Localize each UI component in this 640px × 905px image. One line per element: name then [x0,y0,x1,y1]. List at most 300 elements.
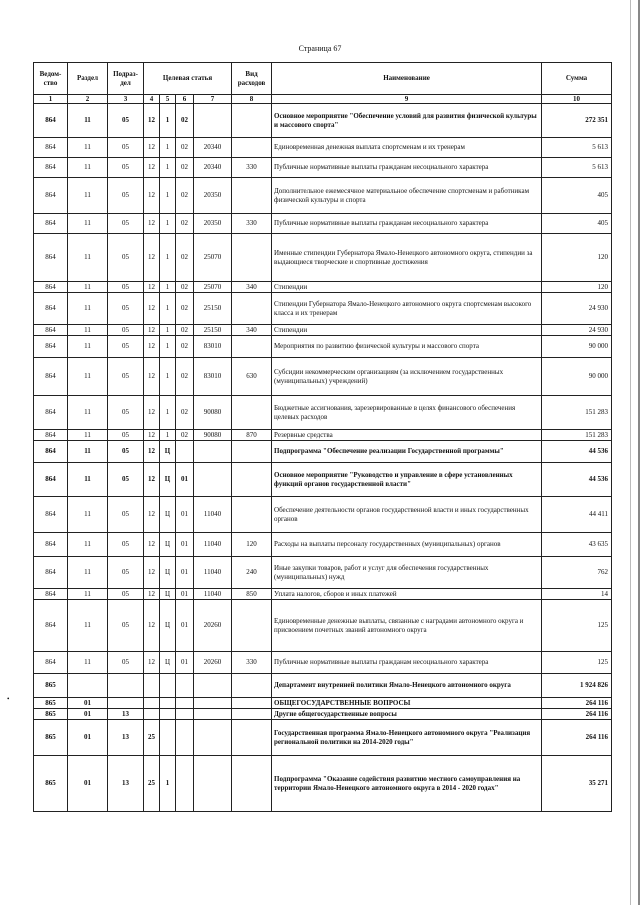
tselevaya-1-cell [144,709,160,720]
summa-cell: 120 [542,234,612,282]
tselevaya-2-cell: 1 [160,104,176,138]
summa-cell: 151 283 [542,430,612,441]
vedomstvo-cell: 865 [34,756,68,812]
naimenovanie-cell: Расходы на выплаты персоналу государственных (муниципальных) органов [272,533,542,557]
table-row [34,358,612,396]
col-num: 7 [194,95,232,104]
tselevaya-1-cell: 12 [144,652,160,674]
vedomstvo-cell: 865 [34,698,68,709]
summa-cell: 125 [542,652,612,674]
razdel-cell: 11 [68,234,108,282]
podrazdel-cell: 05 [108,158,144,178]
razdel-cell: 11 [68,557,108,589]
table-row [34,234,612,282]
table-row [34,336,612,358]
summa-cell: 264 116 [542,709,612,720]
table-row [34,652,612,674]
tselevaya-1-cell: 12 [144,358,160,396]
razdel-cell: 11 [68,652,108,674]
razdel-cell: 11 [68,441,108,463]
tselevaya-3-cell: 02 [176,336,194,358]
tselevaya-1-cell: 12 [144,214,160,234]
tselevaya-4-cell [194,756,232,812]
razdel-cell: 11 [68,497,108,533]
tselevaya-3-cell: 02 [176,282,194,293]
tselevaya-3-cell: 01 [176,600,194,652]
tselevaya-3-cell [176,441,194,463]
podrazdel-cell [108,698,144,709]
razdel-cell: 11 [68,104,108,138]
tselevaya-1-cell: 12 [144,325,160,336]
podrazdel-cell: 05 [108,557,144,589]
tselevaya-4-cell: 11040 [194,533,232,557]
podrazdel-cell: 05 [108,358,144,396]
tselevaya-2-cell: 1 [160,358,176,396]
tselevaya-1-cell: 12 [144,336,160,358]
razdel-cell: 11 [68,293,108,325]
header-summa: Сумма [542,63,612,95]
vid-raskhodov-cell [232,396,272,430]
table-row [34,756,612,812]
naimenovanie-cell: Стипендии [272,282,542,293]
vedomstvo-cell: 864 [34,325,68,336]
summa-cell: 264 116 [542,698,612,709]
scan-edge-line [630,0,631,905]
vedomstvo-cell: 865 [34,709,68,720]
podrazdel-cell: 05 [108,178,144,214]
table-row [34,709,612,720]
tselevaya-4-cell: 11040 [194,557,232,589]
vid-raskhodov-cell [232,234,272,282]
tselevaya-3-cell: 02 [176,234,194,282]
tselevaya-2-cell: 1 [160,293,176,325]
razdel-cell: 11 [68,533,108,557]
naimenovanie-cell: Дополнительное ежемесячное материальное обеспечение спортсменам и работникам физической культуры и спорта [272,178,542,214]
tselevaya-3-cell: 02 [176,358,194,396]
naimenovanie-cell: Подпрограмма "Обеспечение реализации Государственной программы" [272,441,542,463]
tselevaya-3-cell [176,720,194,756]
tselevaya-4-cell: 25150 [194,325,232,336]
tselevaya-2-cell: 1 [160,214,176,234]
summa-cell: 5 613 [542,158,612,178]
tselevaya-1-cell: 12 [144,441,160,463]
razdel-cell: 11 [68,138,108,158]
vid-raskhodov-cell [232,178,272,214]
tselevaya-2-cell [160,674,176,698]
tselevaya-3-cell: 02 [176,325,194,336]
podrazdel-cell: 05 [108,652,144,674]
tselevaya-4-cell [194,674,232,698]
vid-raskhodov-cell [232,698,272,709]
vid-raskhodov-cell [232,709,272,720]
header-vedomstvo: Ведом-ство [34,63,68,95]
podrazdel-cell: 05 [108,430,144,441]
table-row [34,497,612,533]
table-row [34,430,612,441]
summa-cell: 24 930 [542,325,612,336]
tselevaya-2-cell [160,709,176,720]
summa-cell: 151 283 [542,396,612,430]
razdel-cell: 11 [68,214,108,234]
vedomstvo-cell: 864 [34,104,68,138]
table-row [34,441,612,463]
table-row [34,178,612,214]
tselevaya-2-cell: Ц [160,557,176,589]
summa-cell: 762 [542,557,612,589]
scan-mark: • [7,695,10,703]
summa-cell: 90 000 [542,336,612,358]
tselevaya-1-cell: 12 [144,178,160,214]
tselevaya-4-cell [194,709,232,720]
tselevaya-1-cell: 12 [144,430,160,441]
vid-raskhodov-cell [232,720,272,756]
tselevaya-2-cell: 1 [160,158,176,178]
tselevaya-3-cell [176,756,194,812]
vid-raskhodov-cell: 340 [232,325,272,336]
vid-raskhodov-cell [232,441,272,463]
col-num: 2 [68,95,108,104]
tselevaya-3-cell: 02 [176,214,194,234]
podrazdel-cell: 05 [108,589,144,600]
col-num: 3 [108,95,144,104]
naimenovanie-cell: Уплата налогов, сборов и иных платежей [272,589,542,600]
summa-cell: 44 536 [542,441,612,463]
podrazdel-cell: 05 [108,533,144,557]
razdel-cell: 11 [68,358,108,396]
vedomstvo-cell: 864 [34,430,68,441]
summa-cell: 264 116 [542,720,612,756]
table-row [34,293,612,325]
naimenovanie-cell: Стипендии [272,325,542,336]
razdel-cell: 11 [68,600,108,652]
razdel-cell [68,674,108,698]
tselevaya-1-cell: 25 [144,756,160,812]
summa-cell: 24 930 [542,293,612,325]
tselevaya-3-cell: 01 [176,589,194,600]
table-row [34,463,612,497]
vid-raskhodov-cell: 330 [232,214,272,234]
tselevaya-2-cell: Ц [160,600,176,652]
vid-raskhodov-cell [232,600,272,652]
podrazdel-cell: 13 [108,709,144,720]
tselevaya-2-cell: Ц [160,441,176,463]
tselevaya-4-cell: 20340 [194,158,232,178]
naimenovanie-cell: Субсидии некоммерческим организациям (за исключением государственных (муниципальных) учреждений) [272,358,542,396]
tselevaya-2-cell [160,698,176,709]
naimenovanie-cell: Департамент внутренней политики Ямало-Ненецкого автономного округа [272,674,542,698]
naimenovanie-cell: Основное мероприятие "Обеспечение условий для развития физической культуры и массового спорта" [272,104,542,138]
tselevaya-4-cell: 11040 [194,497,232,533]
vedomstvo-cell: 864 [34,293,68,325]
vid-raskhodov-cell [232,497,272,533]
podrazdel-cell: 05 [108,214,144,234]
table-body [34,104,612,812]
vedomstvo-cell: 864 [34,589,68,600]
naimenovanie-cell: Государственная программа Ямало-Ненецкого автономного округа "Реализация региональной политики на 2014-2020 годы" [272,720,542,756]
vedomstvo-cell: 864 [34,336,68,358]
naimenovanie-cell: Основное мероприятие "Руководство и управление в сфере установленных функций органов государственной власти" [272,463,542,497]
tselevaya-4-cell: 90080 [194,396,232,430]
naimenovanie-cell: Именные стипендии Губернатора Ямало-Ненецкого автономного округа, стипендии за выдающиеся творческие и спортивные достижения [272,234,542,282]
summa-cell: 405 [542,214,612,234]
podrazdel-cell: 05 [108,104,144,138]
page-number: Страница 67 [298,44,342,53]
col-num: 4 [144,95,160,104]
vedomstvo-cell: 864 [34,441,68,463]
naimenovanie-cell: Публичные нормативные выплаты гражданам несоциального характера [272,214,542,234]
tselevaya-2-cell: 1 [160,430,176,441]
razdel-cell: 11 [68,158,108,178]
tselevaya-3-cell: 02 [176,104,194,138]
tselevaya-4-cell: 20350 [194,214,232,234]
header-podrazdel: Подраз-дел [108,63,144,95]
tselevaya-3-cell [176,698,194,709]
summa-cell: 44 411 [542,497,612,533]
table-row [34,589,612,600]
naimenovanie-cell: Публичные нормативные выплаты гражданам несоциального характера [272,158,542,178]
tselevaya-3-cell [176,709,194,720]
summa-cell: 405 [542,178,612,214]
summa-cell: 90 000 [542,358,612,396]
tselevaya-3-cell: 01 [176,497,194,533]
podrazdel-cell: 05 [108,441,144,463]
table-row [34,214,612,234]
table-row [34,557,612,589]
razdel-cell: 11 [68,282,108,293]
naimenovanie-cell: Бюджетные ассигнования, зарезервированные в целях финансового обеспечения целевых расходов [272,396,542,430]
naimenovanie-cell: Мероприятия по развитию физической культуры и массового спорта [272,336,542,358]
tselevaya-1-cell: 12 [144,557,160,589]
tselevaya-2-cell: Ц [160,533,176,557]
tselevaya-4-cell: 90080 [194,430,232,441]
tselevaya-3-cell: 01 [176,533,194,557]
tselevaya-3-cell: 01 [176,463,194,497]
table-row [34,282,612,293]
vedomstvo-cell: 864 [34,557,68,589]
vid-raskhodov-cell: 330 [232,158,272,178]
vedomstvo-cell: 865 [34,720,68,756]
razdel-cell: 11 [68,336,108,358]
table-row [34,396,612,430]
vedomstvo-cell: 864 [34,158,68,178]
tselevaya-1-cell: 12 [144,234,160,282]
tselevaya-1-cell: 12 [144,396,160,430]
summa-cell: 14 [542,589,612,600]
razdel-cell: 01 [68,756,108,812]
header-naimenovanie: Наименование [272,63,542,95]
tselevaya-1-cell: 12 [144,600,160,652]
vid-raskhodov-cell [232,293,272,325]
naimenovanie-cell: Подпрограмма "Оказание содействия развитию местного самоуправления на территории Ямало-Ненецкого автономного округа в 2014 - 2020 годах" [272,756,542,812]
table-row [34,600,612,652]
vedomstvo-cell: 864 [34,282,68,293]
podrazdel-cell: 05 [108,138,144,158]
podrazdel-cell: 05 [108,463,144,497]
vid-raskhodov-cell: 330 [232,652,272,674]
tselevaya-1-cell [144,698,160,709]
tselevaya-2-cell: 1 [160,396,176,430]
tselevaya-1-cell: 12 [144,104,160,138]
tselevaya-3-cell: 02 [176,178,194,214]
vid-raskhodov-cell [232,138,272,158]
podrazdel-cell: 05 [108,234,144,282]
razdel-cell: 01 [68,698,108,709]
podrazdel-cell: 05 [108,282,144,293]
tselevaya-4-cell: 11040 [194,589,232,600]
razdel-cell: 11 [68,325,108,336]
vid-raskhodov-cell [232,104,272,138]
vedomstvo-cell: 865 [34,674,68,698]
tselevaya-4-cell: 25070 [194,234,232,282]
podrazdel-cell: 05 [108,293,144,325]
tselevaya-1-cell: 12 [144,158,160,178]
table-row [34,138,612,158]
budget-table [33,62,612,812]
tselevaya-3-cell: 01 [176,557,194,589]
tselevaya-1-cell: 12 [144,282,160,293]
vid-raskhodov-cell: 630 [232,358,272,396]
razdel-cell: 11 [68,178,108,214]
naimenovanie-cell: ОБЩЕГОСУДАРСТВЕННЫЕ ВОПРОСЫ [272,698,542,709]
tselevaya-2-cell: 1 [160,325,176,336]
tselevaya-1-cell: 12 [144,138,160,158]
naimenovanie-cell: Единовременная денежная выплата спортсменам и их тренерам [272,138,542,158]
tselevaya-4-cell: 25070 [194,282,232,293]
vedomstvo-cell: 864 [34,600,68,652]
vid-raskhodov-cell: 240 [232,557,272,589]
tselevaya-2-cell [160,720,176,756]
naimenovanie-cell: Иные закупки товаров, работ и услуг для обеспечения государственных (муниципальных) нужд [272,557,542,589]
vid-raskhodov-cell [232,756,272,812]
vid-raskhodov-cell: 120 [232,533,272,557]
tselevaya-2-cell: Ц [160,463,176,497]
header-vid-raskhodov: Вид расходов [232,63,272,95]
podrazdel-cell: 05 [108,396,144,430]
podrazdel-cell: 05 [108,497,144,533]
tselevaya-4-cell: 20260 [194,652,232,674]
tselevaya-4-cell [194,720,232,756]
vedomstvo-cell: 864 [34,214,68,234]
summa-cell: 5 613 [542,138,612,158]
razdel-cell: 11 [68,430,108,441]
tselevaya-2-cell: 1 [160,756,176,812]
header-tselevaya-statya: Целевая статья [144,63,232,95]
tselevaya-4-cell: 83010 [194,358,232,396]
vedomstvo-cell: 864 [34,138,68,158]
summa-cell: 44 536 [542,463,612,497]
table-row [34,533,612,557]
summa-cell: 272 351 [542,104,612,138]
naimenovanie-cell: Обеспечение деятельности органов государственной власти и иных государственных органов [272,497,542,533]
razdel-cell: 01 [68,709,108,720]
naimenovanie-cell: Стипендии Губернатора Ямало-Ненецкого автономного округа спортсменам высокого класса и их тренерам [272,293,542,325]
tselevaya-1-cell [144,674,160,698]
tselevaya-1-cell: 12 [144,497,160,533]
vid-raskhodov-cell: 340 [232,282,272,293]
podrazdel-cell: 05 [108,336,144,358]
table-row [34,104,612,138]
tselevaya-4-cell: 25150 [194,293,232,325]
tselevaya-2-cell: 1 [160,282,176,293]
vid-raskhodov-cell [232,336,272,358]
col-num: 8 [232,95,272,104]
tselevaya-2-cell: 1 [160,336,176,358]
tselevaya-2-cell: Ц [160,497,176,533]
tselevaya-4-cell [194,463,232,497]
tselevaya-3-cell [176,674,194,698]
summa-cell: 1 924 826 [542,674,612,698]
tselevaya-4-cell [194,104,232,138]
naimenovanie-cell: Резервные средства [272,430,542,441]
tselevaya-2-cell: 1 [160,234,176,282]
tselevaya-2-cell: 1 [160,138,176,158]
table-row [34,698,612,709]
tselevaya-2-cell: Ц [160,652,176,674]
summa-cell: 35 271 [542,756,612,812]
summa-cell: 43 635 [542,533,612,557]
vedomstvo-cell: 864 [34,533,68,557]
tselevaya-3-cell: 01 [176,652,194,674]
tselevaya-4-cell [194,441,232,463]
tselevaya-3-cell: 02 [176,396,194,430]
tselevaya-3-cell: 02 [176,430,194,441]
tselevaya-1-cell: 25 [144,720,160,756]
podrazdel-cell [108,674,144,698]
tselevaya-3-cell: 02 [176,158,194,178]
tselevaya-4-cell: 20260 [194,600,232,652]
tselevaya-1-cell: 12 [144,589,160,600]
column-numbers-row [34,95,612,104]
tselevaya-2-cell: 1 [160,178,176,214]
vedomstvo-cell: 864 [34,396,68,430]
tselevaya-4-cell [194,698,232,709]
tselevaya-4-cell: 83010 [194,336,232,358]
table-row [34,158,612,178]
podrazdel-cell: 05 [108,600,144,652]
col-num: 9 [272,95,542,104]
vedomstvo-cell: 864 [34,234,68,282]
razdel-cell: 11 [68,589,108,600]
vid-raskhodov-cell: 850 [232,589,272,600]
tselevaya-1-cell: 12 [144,533,160,557]
vedomstvo-cell: 864 [34,463,68,497]
razdel-cell: 11 [68,396,108,430]
naimenovanie-cell: Единовременные денежные выплаты, связанные с наградами автономного округа и присвоением почетных званий автономного округа [272,600,542,652]
vedomstvo-cell: 864 [34,497,68,533]
vedomstvo-cell: 864 [34,652,68,674]
header-razdel: Раздел [68,63,108,95]
vid-raskhodov-cell [232,674,272,698]
naimenovanie-cell: Публичные нормативные выплаты гражданам несоциального характера [272,652,542,674]
naimenovanie-cell: Другие общегосударственные вопросы [272,709,542,720]
razdel-cell: 01 [68,720,108,756]
table-row [34,325,612,336]
col-num: 5 [160,95,176,104]
razdel-cell: 11 [68,463,108,497]
tselevaya-1-cell: 12 [144,463,160,497]
vid-raskhodov-cell [232,463,272,497]
vedomstvo-cell: 864 [34,358,68,396]
table-row [34,674,612,698]
col-num: 10 [542,95,612,104]
summa-cell: 120 [542,282,612,293]
tselevaya-4-cell: 20340 [194,138,232,158]
vedomstvo-cell: 864 [34,178,68,214]
tselevaya-4-cell: 20350 [194,178,232,214]
tselevaya-3-cell: 02 [176,138,194,158]
col-num: 6 [176,95,194,104]
tselevaya-3-cell: 02 [176,293,194,325]
